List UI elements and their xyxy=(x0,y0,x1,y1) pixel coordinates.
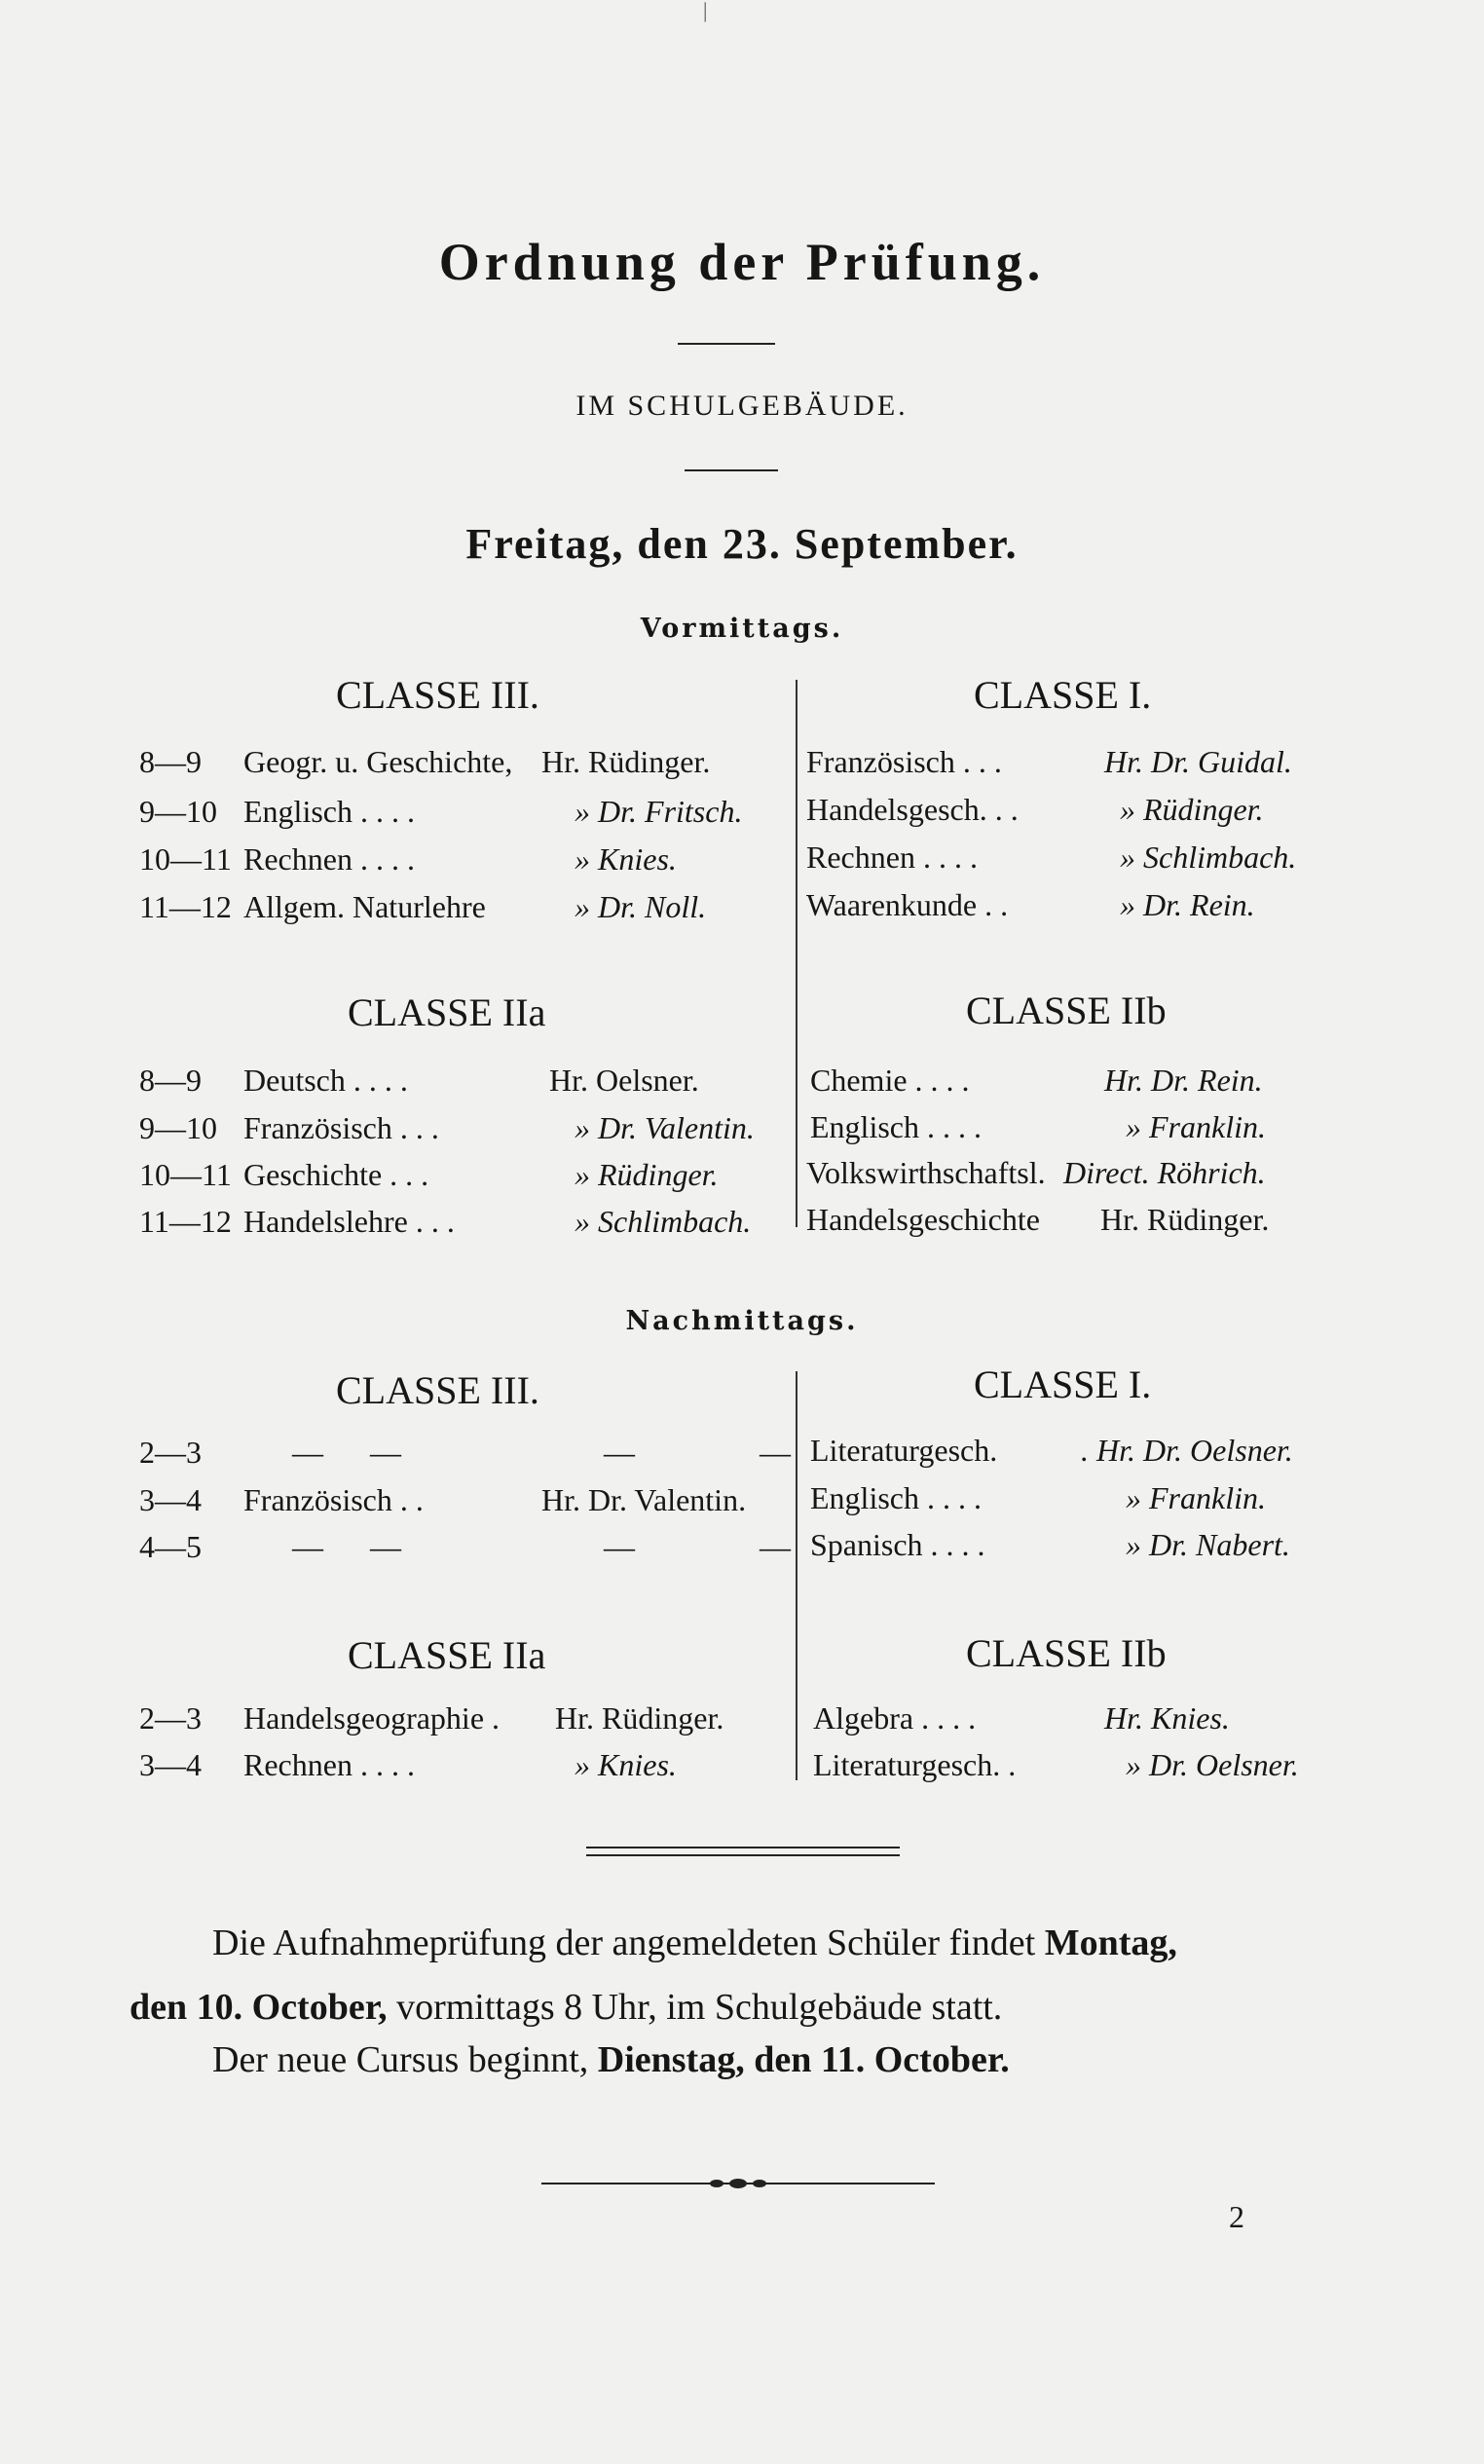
teacher: » Rüdinger. xyxy=(575,1157,719,1192)
morning-left-a-heading: CLASSE III. xyxy=(336,673,539,717)
teacher: Hr. Rüdinger. xyxy=(541,744,711,779)
afternoon-label: Nachmittags. xyxy=(625,1306,859,1336)
exam-date: Freitag, den 23. September. xyxy=(465,520,1019,568)
footer-line-3-text: Der neue Cursus beginnt, xyxy=(212,2039,598,2080)
morning-left-b-heading: CLASSE IIa xyxy=(348,990,546,1034)
subject: Geogr. u. Geschichte, xyxy=(243,744,513,779)
morning-column-divider xyxy=(796,680,798,1227)
time-slot: 9—10 xyxy=(139,1110,217,1145)
time-slot: 2—3 xyxy=(139,1435,202,1470)
page-number: 2 xyxy=(1229,2199,1244,2234)
teacher: » Rüdinger. xyxy=(1120,792,1264,827)
afternoon-column-divider xyxy=(796,1371,798,1780)
footer-line-2-bold: den 10. October, xyxy=(130,1987,388,2028)
subject: Rechnen . . . . xyxy=(806,840,978,875)
teacher: » Dr. Fritsch. xyxy=(575,794,743,829)
time-slot: 10—11 xyxy=(139,1157,232,1192)
footer-line-3-bold: Dienstag, den 11. October. xyxy=(597,2039,1010,2080)
title-rule xyxy=(678,343,775,345)
time-slot: 4—5 xyxy=(139,1529,202,1564)
morning-label: Vormittags. xyxy=(640,614,844,644)
afternoon-right-a-heading: CLASSE I. xyxy=(974,1363,1152,1406)
footer-line-3 xyxy=(212,2041,1010,2078)
subject: Englisch . . . . xyxy=(810,1109,982,1144)
subject: — — xyxy=(292,1435,401,1470)
teacher: Hr. Rüdinger. xyxy=(1100,1202,1270,1237)
ornament-divider xyxy=(541,2172,935,2195)
time-slot: 2—3 xyxy=(139,1700,202,1736)
subject: Spanisch . . . . xyxy=(810,1527,985,1562)
time-slot: 9—10 xyxy=(139,794,217,829)
teacher: » Schlimbach. xyxy=(1120,840,1297,875)
time-slot: 3—4 xyxy=(139,1747,202,1782)
morning-right-b-heading: CLASSE IIb xyxy=(966,989,1167,1032)
teacher: — — xyxy=(604,1435,791,1470)
footer-line-1-bold: Montag, xyxy=(1044,1923,1177,1963)
section-rule-top xyxy=(586,1847,900,1848)
time-slot: 3—4 xyxy=(139,1482,202,1517)
teacher: Hr. Dr. Valentin. xyxy=(541,1482,747,1517)
subject: Französisch . . xyxy=(243,1482,424,1517)
teacher: . Hr. Dr. Oelsner. xyxy=(1081,1433,1293,1468)
section-rule-bottom xyxy=(586,1854,900,1856)
time-slot: 8—9 xyxy=(139,1063,202,1098)
page-title: Ordnung der Prüfung. xyxy=(438,233,1046,291)
teacher: Hr. Oelsner. xyxy=(549,1063,699,1098)
footer-line-1-text: Die Aufnahmeprüfung der angemeldeten Schüler findet xyxy=(212,1923,1045,1963)
footer-line-2-text: vormittags 8 Uhr, im Schulgebäude statt. xyxy=(387,1987,1003,2028)
afternoon-right-b-heading: CLASSE IIb xyxy=(966,1631,1167,1675)
subject: Englisch . . . . xyxy=(243,794,415,829)
time-slot: 8—9 xyxy=(139,744,202,779)
subject: Deutsch . . . . xyxy=(243,1063,408,1098)
teacher: » Dr. Rein. xyxy=(1120,887,1255,922)
teacher: » Knies. xyxy=(575,1747,677,1782)
morning-right-a-heading: CLASSE I. xyxy=(974,673,1152,717)
subject: Literaturgesch. . xyxy=(813,1747,1017,1782)
teacher: Hr. Knies. xyxy=(1104,1700,1230,1736)
teacher: Hr. Rüdinger. xyxy=(555,1700,724,1736)
location-rule xyxy=(685,469,778,471)
teacher: » Dr. Valentin. xyxy=(575,1110,755,1145)
teacher: » Franklin. xyxy=(1126,1109,1266,1144)
subject: Geschichte . . . xyxy=(243,1157,429,1192)
subject: Handelsgeschichte xyxy=(806,1202,1040,1237)
afternoon-left-a-heading: CLASSE III. xyxy=(336,1368,539,1412)
subject: Chemie . . . . xyxy=(810,1063,970,1098)
subject: Allgem. Naturlehre xyxy=(243,889,486,924)
time-slot: 11—12 xyxy=(139,889,232,924)
subject: Englisch . . . . xyxy=(810,1480,982,1515)
teacher: » Dr. Nabert. xyxy=(1126,1527,1290,1562)
teacher: » Franklin. xyxy=(1126,1480,1266,1515)
subject: Algebra . . . . xyxy=(813,1700,977,1736)
subject: Französisch . . . xyxy=(806,744,1002,779)
teacher: Hr. Dr. Rein. xyxy=(1104,1063,1263,1098)
footer-line-1 xyxy=(212,1924,1177,1961)
subject: Handelsgesch. . . xyxy=(806,792,1019,827)
subject: Französisch . . . xyxy=(243,1110,439,1145)
subject: Handelsgeographie . xyxy=(243,1700,501,1736)
subject: Volkswirthschaftsl. xyxy=(806,1155,1046,1190)
subject: — — xyxy=(292,1529,401,1564)
teacher: — — xyxy=(604,1529,791,1564)
teacher: » Dr. Oelsner. xyxy=(1126,1747,1299,1782)
location-heading: IM SCHULGEBÄUDE. xyxy=(575,390,909,422)
subject: Rechnen . . . . xyxy=(243,1747,415,1782)
teacher: Direct. Röhrich. xyxy=(1063,1155,1266,1190)
teacher: » Knies. xyxy=(575,841,677,877)
time-slot: 10—11 xyxy=(139,841,232,877)
footer-line-2 xyxy=(130,1989,1002,2026)
subject: Literaturgesch. xyxy=(810,1433,998,1468)
afternoon-left-b-heading: CLASSE IIa xyxy=(348,1633,546,1677)
subject: Rechnen . . . . xyxy=(243,841,415,877)
time-slot: 11—12 xyxy=(139,1204,232,1239)
subject: Handelslehre . . . xyxy=(243,1204,455,1239)
teacher: Hr. Dr. Guidal. xyxy=(1104,744,1292,779)
top-mark: | xyxy=(703,0,708,22)
teacher: » Dr. Noll. xyxy=(575,889,707,924)
teacher: » Schlimbach. xyxy=(575,1204,752,1239)
subject: Waarenkunde . . xyxy=(806,887,1009,922)
